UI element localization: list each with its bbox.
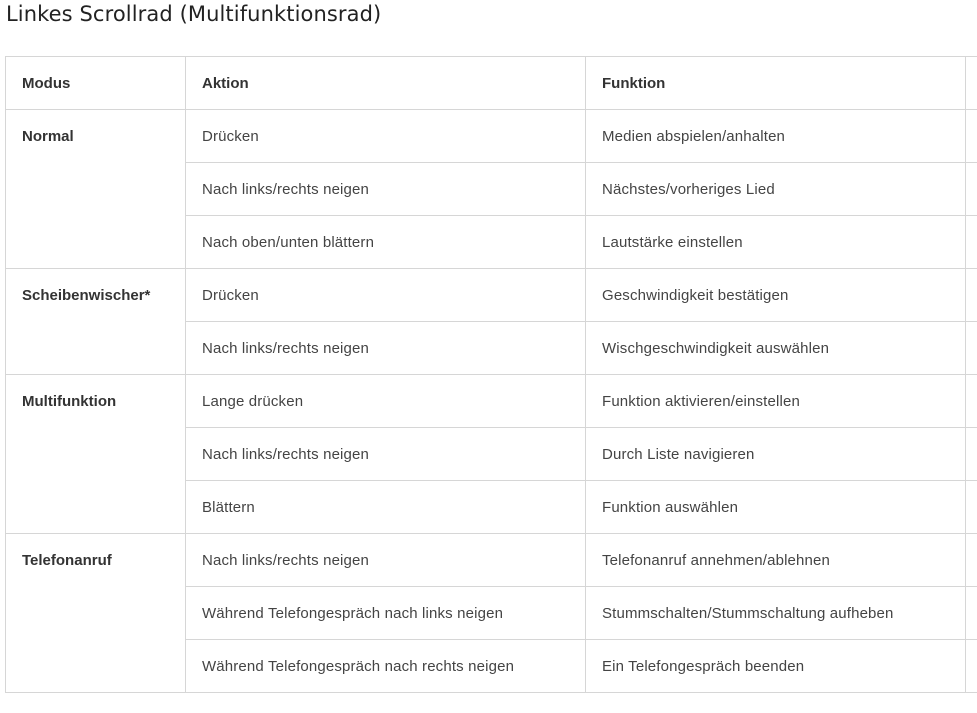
header-extra-column bbox=[966, 57, 977, 110]
extra-cell bbox=[966, 269, 977, 322]
header-modus: Modus bbox=[6, 57, 186, 110]
header-aktion: Aktion bbox=[186, 57, 586, 110]
function-cell: Durch Liste navigieren bbox=[586, 428, 966, 481]
function-cell: Funktion aktivieren/einstellen bbox=[586, 375, 966, 428]
action-cell: Nach oben/unten blättern bbox=[186, 216, 586, 269]
mode-cell-telefonanruf: Telefonanruf bbox=[6, 534, 186, 693]
table-row bbox=[6, 375, 977, 428]
function-cell: Medien abspielen/anhalten bbox=[586, 110, 966, 163]
action-cell: Nach links/rechts neigen bbox=[186, 163, 586, 216]
extra-cell bbox=[966, 587, 977, 640]
extra-cell bbox=[966, 216, 977, 269]
function-cell: Wischgeschwindigkeit auswählen bbox=[586, 322, 966, 375]
table-row bbox=[6, 534, 977, 587]
action-cell: Blättern bbox=[186, 481, 586, 534]
action-cell: Nach links/rechts neigen bbox=[186, 534, 586, 587]
table-row bbox=[6, 110, 977, 163]
extra-cell bbox=[966, 322, 977, 375]
function-cell: Lautstärke einstellen bbox=[586, 216, 966, 269]
action-cell: Drücken bbox=[186, 269, 586, 322]
header-funktion: Funktion bbox=[586, 57, 966, 110]
extra-cell bbox=[966, 428, 977, 481]
function-cell: Funktion auswählen bbox=[586, 481, 966, 534]
function-cell: Stummschalten/Stummschaltung aufheben bbox=[586, 587, 966, 640]
mode-cell-normal: Normal bbox=[6, 110, 186, 269]
table-row bbox=[6, 269, 977, 322]
extra-cell bbox=[966, 640, 977, 693]
action-cell: Nach links/rechts neigen bbox=[186, 428, 586, 481]
extra-cell bbox=[966, 163, 977, 216]
page-title: Linkes Scrollrad (Multifunktionsrad) bbox=[6, 2, 382, 26]
extra-cell bbox=[966, 375, 977, 428]
mode-cell-scheibenwischer: Scheibenwischer* bbox=[6, 269, 186, 375]
extra-cell bbox=[966, 110, 977, 163]
action-cell: Drücken bbox=[186, 110, 586, 163]
mode-cell-multifunktion: Multifunktion bbox=[6, 375, 186, 534]
function-cell: Telefonanruf annehmen/ablehnen bbox=[586, 534, 966, 587]
function-cell: Nächstes/vorheriges Lied bbox=[586, 163, 966, 216]
function-cell: Geschwindigkeit bestätigen bbox=[586, 269, 966, 322]
action-cell: Während Telefongespräch nach links neigen bbox=[186, 587, 586, 640]
action-cell: Lange drücken bbox=[186, 375, 586, 428]
extra-cell bbox=[966, 534, 977, 587]
function-cell: Ein Telefongespräch beenden bbox=[586, 640, 966, 693]
controls-table bbox=[5, 56, 977, 693]
table-header-row bbox=[6, 57, 977, 110]
extra-cell bbox=[966, 481, 977, 534]
action-cell: Während Telefongespräch nach rechts neigen bbox=[186, 640, 586, 693]
action-cell: Nach links/rechts neigen bbox=[186, 322, 586, 375]
